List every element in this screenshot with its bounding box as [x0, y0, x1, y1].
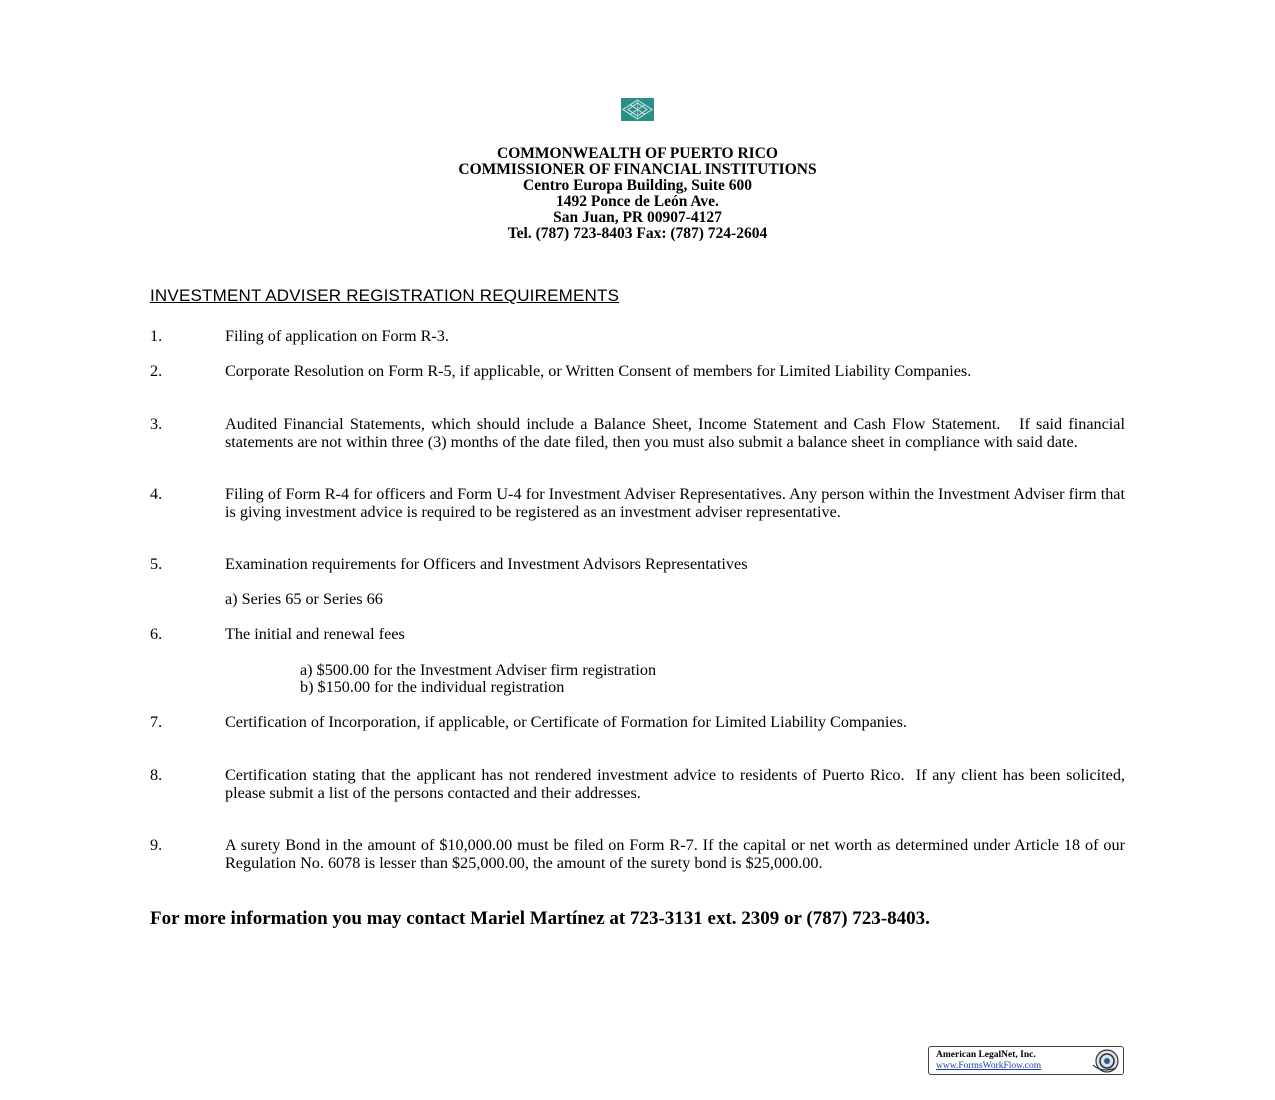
publisher-link[interactable]: www.FormsWorkFlow.com — [936, 1061, 1042, 1071]
item-number: 4. — [150, 485, 163, 503]
item-number: 3. — [150, 415, 163, 433]
requirement-item — [150, 766, 1130, 802]
requirement-item — [150, 837, 1125, 872]
item-number: 6. — [150, 625, 163, 643]
requirement-item — [150, 486, 1125, 521]
header-line: Centro Europa Building, Suite 600 — [523, 177, 752, 194]
fee-subitem: b) $150.00 for the individual registration — [300, 678, 565, 696]
publisher-name: American LegalNet, Inc. — [936, 1050, 1036, 1060]
fee-subitem: a) $500.00 for the Investment Adviser firm registration — [300, 661, 657, 679]
header-line: COMMISSIONER OF FINANCIAL INSTITUTIONS — [458, 161, 817, 178]
item-text: The initial and renewal fees — [225, 625, 405, 643]
item-text: A surety Bond in the amount of $10,000.00 must be filed on Form R-7. If the capital or net worth as determined under Article 18 of our Regulation No. 6078 is lesser than $25,000.00, the amount of the surety bond is $25,000.00. — [225, 836, 1125, 872]
header-line: 1492 Ponce de León Ave. — [556, 193, 719, 210]
item-number: 1. — [150, 327, 163, 345]
header-line: COMMONWEALTH OF PUERTO RICO — [497, 145, 778, 162]
contact-note: For more information you may contact Mariel Martínez at 723-3131 ext. 2309 or (787) 723-8403. — [150, 908, 930, 929]
item-text: Certification of Incorporation, if applicable, or Certificate of Formation for Limited Liability Companies. — [225, 713, 907, 731]
header-line: San Juan, PR 00907-4127 — [553, 209, 722, 226]
requirement-item — [150, 363, 1125, 381]
document-title: INVESTMENT ADVISER REGISTRATION REQUIREMENTS — [150, 286, 620, 305]
item-text: Filing of application on Form R-3. — [225, 327, 449, 345]
globe-logo-icon — [1087, 1048, 1121, 1074]
exam-subitem: a) Series 65 or Series 66 — [225, 590, 383, 608]
item-text: Filing of Form R-4 for officers and Form U-4 for Investment Adviser Representatives. Any person within the Investment Adviser firm that is giving investment advice is required to be registered as an investment adviser representative. — [225, 485, 1125, 521]
requirement-item — [150, 714, 1125, 732]
agency-header — [300, 146, 975, 242]
item-text: Certification stating that the applicant has not rendered investment advice to residents of Puerto Rico. If any client has been solicited, please submit a list of the persons contacted and their addresses. — [225, 766, 1130, 802]
item-text: Audited Financial Statements, which should include a Balance Sheet, Income Statement and Cash Flow Statement. If said financial statements are not within three (3) months of the date filed, then you must also submit a balance sheet in compliance with said date. — [225, 415, 1130, 451]
requirement-item — [150, 556, 1125, 574]
item-number: 5. — [150, 555, 163, 573]
item-number: 9. — [150, 836, 163, 854]
requirement-item — [150, 415, 1130, 451]
requirement-item — [150, 328, 1125, 346]
item-number: 7. — [150, 713, 163, 731]
requirement-item — [150, 626, 1125, 644]
item-text: Examination requirements for Officers and Investment Advisors Representatives — [225, 555, 748, 573]
publisher-badge — [928, 1046, 1124, 1075]
seal-logo-icon — [621, 98, 654, 121]
item-number: 8. — [150, 766, 163, 784]
header-line: Tel. (787) 723-8403 Fax: (787) 724-2604 — [507, 225, 768, 242]
item-text: Corporate Resolution on Form R-5, if applicable, or Written Consent of members for Limited Liability Companies. — [225, 362, 972, 380]
item-number: 2. — [150, 362, 163, 380]
